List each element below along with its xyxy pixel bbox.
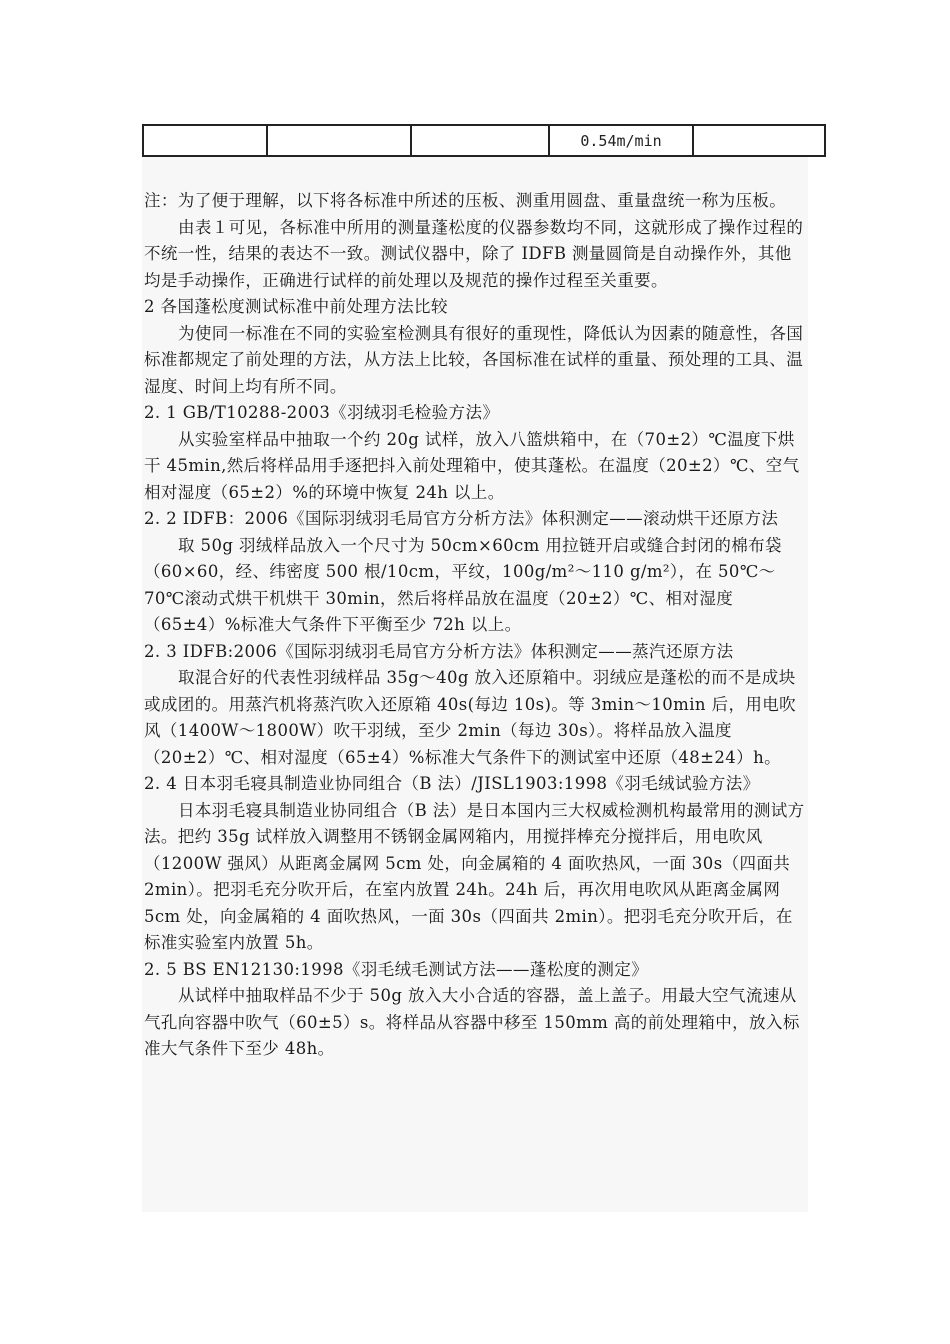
subsection-heading: 2. 3 IDFB:2006《国际羽绒羽毛局官方分析方法》体积测定——蒸汽还原方法 [144, 641, 734, 661]
body-paragraph: 取混合好的代表性羽绒样品 35g～40g 放入还原箱中。羽绒应是蓬松的而不是成块或成团的。用蒸汽机将蒸汽吹入还原箱 40s(每边 10s)。等 3min～10min 后，用电吹风（1400W～1800W）吹干羽绒，至少 2min（每边 30s）。将样品放入温度（20±2）℃、相对湿度（65±4）%标准大气条件下的测试室中还原（48±24）h。 [144, 668, 797, 767]
section-heading: 2 各国蓬松度测试标准中前处理方法比较 [144, 297, 448, 316]
note-paragraph: 注：为了便于理解，以下将各标准中所述的压板、测重用圆盘、重量盘统一称为压板。 [144, 191, 787, 210]
table-cell [411, 125, 549, 156]
table-row [143, 125, 825, 156]
parameter-table-fragment [142, 124, 826, 157]
document-body [144, 188, 808, 1063]
body-paragraph: 从试样中抽取样品不少于 50g 放入大小合适的容器，盖上盖子。用最大空气流速从气孔向容器中吹气（60±5）s。将样品从容器中移至 150mm 高的前处理箱中，放入标准大气条件下至少 48h。 [144, 986, 800, 1058]
body-paragraph: 从实验室样品中抽取一个约 20g 试样，放入八篮烘箱中，在（70±2）℃温度下烘干 45min,然后将样品用手逐把抖入前处理箱中，使其蓬松。在温度（20±2）℃、空气相对湿度（65±2）%的环境中恢复 24h 以上。 [144, 429, 800, 502]
subsection-heading: 2. 2 IDFB：2006《国际羽绒羽毛局官方分析方法》体积测定——滚动烘干还原方法 [144, 509, 779, 528]
table-cell [143, 125, 267, 156]
body-paragraph: 取 50g 羽绒样品放入一个尺寸为 50cm×60cm 用拉链开启或缝合封闭的棉布袋（60×60，经、纬密度 500 根/10cm，平纹，100g/m²～110 g/m²），在 50℃～70℃滚动式烘干机烘干 30min，然后将样品放在温度（20±2）℃、相对湿度（65±4）%标准大气条件下平衡至少 72h 以上。 [144, 535, 782, 634]
table-cell-speed: 0.54m/min [549, 125, 693, 156]
table-cell [267, 125, 411, 156]
subsection-heading: 2. 1 GB/T10288-2003《羽绒羽毛检验方法》 [144, 403, 500, 422]
body-paragraph: 由表１可见，各标准中所用的测量蓬松度的仪器参数均不同，这就形成了操作过程的不统一性，结果的表达不一致。测试仪器中，除了 IDFB 测量圆筒是自动操作外，其他均是手动操作，正确进行试样的前处理以及规范的操作过程至关重要。 [144, 217, 804, 290]
body-paragraph: 日本羽毛寝具制造业协同组合（B 法）是日本国内三大权威检测机构最常用的测试方法。把约 35g 试样放入调整用不锈钢金属网箱内，用搅拌棒充分搅拌后，用电吹风（1200W 强风）从距离金属网 5cm 处，向金属箱的 4 面吹热风，一面 30s（四面共 2min）。把羽毛充分吹开后，在室内放置 24h。24h 后，再次用电吹风从距离金属网 5cm 处，向金属箱的 4 面吹热风，一面 30s（四面共 2min）。把羽毛充分吹开后，在标准实验室内放置 5h。 [144, 800, 805, 952]
body-paragraph: 为使同一标准在不同的实验室检测具有很好的重现性，降低认为因素的随意性，各国标准都规定了前处理的方法，从方法上比较，各国标准在试样的重量、预处理的工具、温湿度、时间上均有所不同。 [144, 323, 804, 396]
table-cell [693, 125, 825, 156]
subsection-heading: 2. 4 日本羽毛寝具制造业协同组合（B 法）/JISL1903:1998《羽毛绒试验方法》 [144, 774, 760, 793]
subsection-heading: 2. 5 BS EN12130:1998《羽毛绒毛测试方法——蓬松度的测定》 [144, 959, 649, 979]
